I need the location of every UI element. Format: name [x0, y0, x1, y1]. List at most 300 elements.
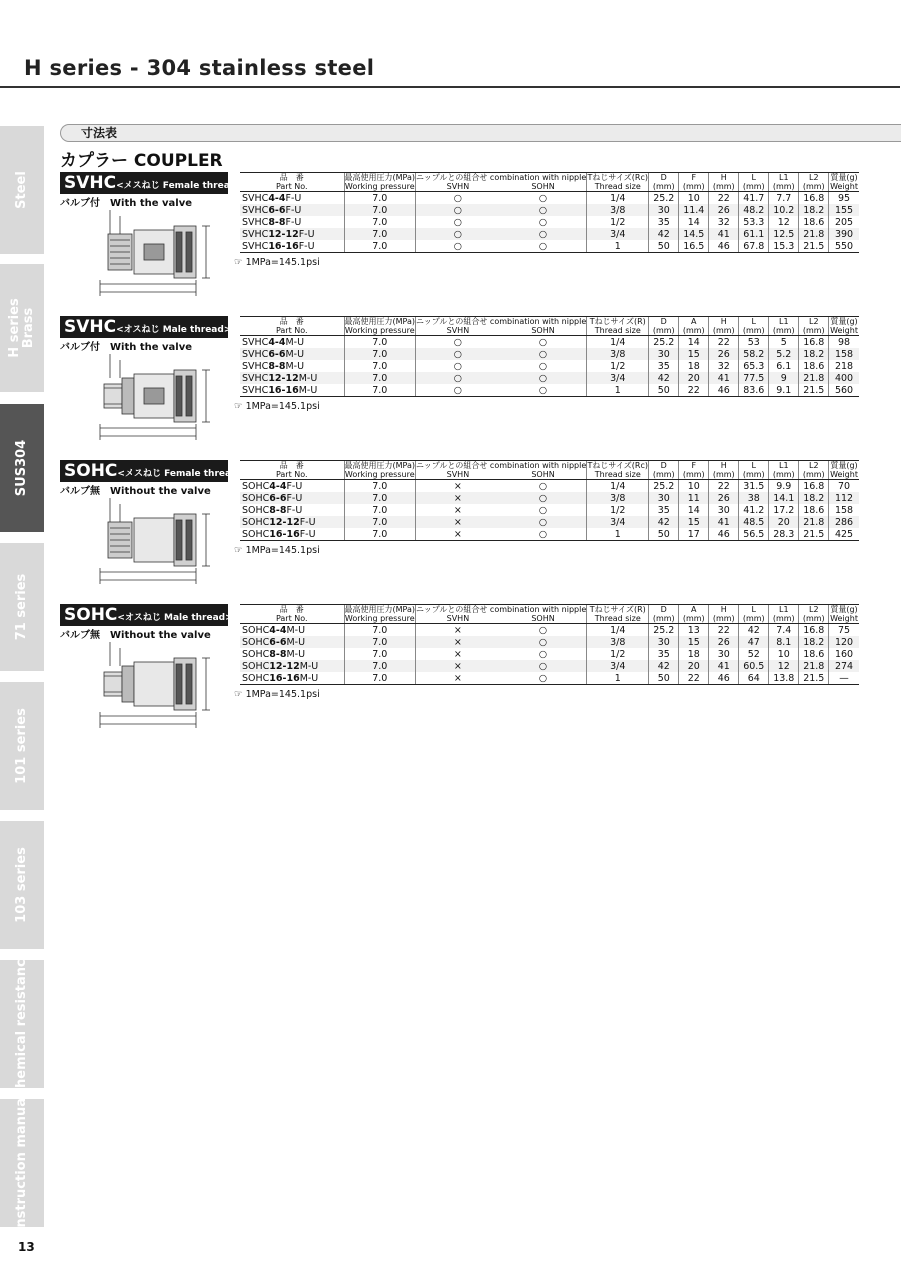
valve-jp: バルブ付 [60, 342, 100, 353]
cell-l: 53 [739, 336, 769, 349]
cell-pressure: 7.0 [344, 384, 416, 397]
col-h: H [709, 173, 739, 183]
col-l2: L2 [799, 461, 829, 471]
pn-prefix: SVHC [242, 336, 269, 348]
part-number [240, 228, 344, 240]
cell-sohn: ○ [538, 504, 548, 516]
pn-suffix: F-U [285, 204, 302, 216]
cell-h: 22 [709, 192, 739, 205]
pn-suffix: F-U [286, 504, 303, 516]
cell-svhn: ○ [416, 204, 500, 216]
cell-weight: 205 [829, 216, 859, 228]
cell-h: 22 [709, 624, 739, 637]
cell-sohn: ○ [500, 348, 587, 360]
col-part-en: Part No. [240, 326, 344, 336]
col-pressure-en: Working pressure [344, 182, 415, 191]
cell-l1: 10 [769, 648, 799, 660]
cell-weight: 218 [829, 360, 859, 372]
side-tab-line: 101 series [14, 708, 29, 784]
cell-l: 42 [739, 624, 769, 637]
cell-l2: 21.5 [799, 384, 829, 397]
cell-sohn: ○ [500, 372, 587, 384]
pn-prefix: SOHC [242, 648, 270, 660]
cell-l2: 21.8 [799, 372, 829, 384]
part-number [240, 372, 344, 384]
col-part-jp: 品 番 [240, 605, 344, 615]
pn-suffix: M-U [286, 636, 306, 648]
cell-thread: 3/4 [587, 228, 649, 240]
cell-svhn: ○ [416, 360, 500, 372]
cell-l: 56.5 [739, 528, 769, 541]
cell-h: 32 [709, 360, 739, 372]
cell-weight: 70 [829, 480, 859, 493]
valve-en: With the valve [110, 342, 192, 353]
col-unit: (mm) [799, 470, 829, 480]
cell-thread: 1/2 [587, 648, 649, 660]
cell-sohn: ○ [500, 636, 587, 648]
cell-weight: 160 [829, 648, 859, 660]
pn-suffix: M-U [285, 336, 305, 348]
cell-l2: 21.5 [799, 240, 829, 253]
side-tab-7[interactable] [0, 1093, 44, 1233]
cell-weight: 560 [829, 384, 859, 397]
col-combo: ニップルとの組合せ combination with nipple [416, 461, 587, 470]
pn-prefix: SOHC [242, 672, 270, 684]
col-weight-jp: 質量(g) [830, 605, 858, 614]
cell-weight: 286 [829, 516, 859, 528]
col-2: F [679, 173, 709, 183]
thread-type: <オスねじ Male thread> [117, 613, 233, 623]
side-tab-4[interactable] [0, 682, 44, 810]
cell-h: 30 [709, 504, 739, 516]
side-tab-line: Brass [21, 307, 36, 349]
col-sohn: SOHN [500, 614, 587, 624]
col-unit: (mm) [709, 470, 739, 480]
cell-h: 26 [709, 492, 739, 504]
cell-svhn: × [416, 492, 500, 504]
valve-en: With the valve [110, 198, 192, 209]
pn-prefix: SOHC [242, 516, 270, 528]
cell-d: 42 [649, 372, 679, 384]
pn-size: 8-8 [269, 504, 287, 516]
cell-pressure: 7.0 [344, 348, 416, 360]
pn-prefix: SOHC [242, 636, 270, 648]
part-number [240, 504, 344, 516]
section-pill-label: 寸法表 [81, 126, 118, 140]
pn-size: 16-16 [269, 672, 300, 684]
cell-thread: 1/4 [587, 624, 649, 637]
part-number [240, 516, 344, 528]
cell-pressure: 7.0 [344, 504, 416, 516]
col-sohn: SOHN [500, 470, 587, 480]
side-tab-1[interactable] [0, 264, 44, 392]
cell-thread: 3/8 [587, 492, 649, 504]
cell-pressure: 7.0 [344, 492, 416, 504]
pointer-icon: ☞ [234, 257, 243, 268]
cell-thread: 3/8 [587, 204, 649, 216]
col-combo: ニップルとの組合せ combination with nipple [416, 173, 587, 182]
pointer-icon: ☞ [234, 689, 243, 700]
cell-svhn: × [416, 648, 500, 660]
col-d: D [649, 317, 679, 327]
cell-h: 46 [709, 672, 739, 685]
side-tab-5[interactable] [0, 821, 44, 949]
table-row [240, 480, 859, 493]
spec-table [240, 172, 859, 253]
col-sohn: SOHN [500, 326, 587, 336]
side-tab-label [15, 440, 29, 496]
pn-suffix: M-U [286, 624, 306, 636]
col-svhn: SVHN [416, 326, 500, 336]
col-thread-en: Thread size [587, 614, 649, 624]
cell-sohn: ○ [500, 672, 587, 685]
col-unit: (mm) [739, 470, 769, 480]
cell-l: 31.5 [739, 480, 769, 493]
pn-suffix: F-U [286, 492, 303, 504]
section-pill [60, 124, 901, 142]
side-tab-0[interactable] [0, 126, 44, 254]
side-tab-label [15, 847, 29, 923]
cell-svhn: ○ [416, 348, 500, 360]
col-svhn: SVHN [416, 614, 500, 624]
cell-weight: — [829, 672, 859, 685]
cell-thread: 1/2 [587, 360, 649, 372]
cell-sohn: ○ [538, 192, 548, 204]
col-unit: (mm) [709, 182, 739, 192]
thread-type: <オスねじ Male thread> [116, 325, 232, 335]
pn-suffix: F-U [298, 228, 315, 240]
cell-pressure: 7.0 [344, 624, 416, 637]
col-pressure-jp: 最高使用圧力(MPa) [344, 317, 416, 326]
unit-note [234, 689, 320, 700]
table-row [240, 624, 859, 637]
coupler-drawing [90, 206, 220, 296]
col-unit: (mm) [799, 182, 829, 192]
section-heading: カプラー COUPLER [60, 151, 223, 171]
cell-sohn: ○ [538, 216, 548, 228]
cell-l2: 18.2 [799, 492, 829, 504]
cell-sohn: ○ [538, 648, 548, 660]
part-number [240, 672, 344, 685]
thread-type: <メスねじ Female thread> [117, 469, 246, 479]
cell-d: 35 [649, 648, 679, 660]
product-label [60, 172, 244, 194]
cell-svhn: × [416, 636, 500, 648]
col-pressure-jp: 最高使用圧力(MPa) [344, 461, 416, 470]
side-tab-line: Chemical resistance [14, 950, 29, 1098]
col-weight-jp: 質量(g) [830, 461, 858, 470]
cell-l1: 8.1 [769, 636, 799, 648]
cell-thread: 3/4 [587, 372, 649, 384]
cell-pressure: 7.0 [344, 636, 416, 648]
col-unit: (mm) [799, 614, 829, 624]
pn-prefix: SOHC [242, 528, 270, 540]
valve-jp: バルブ付 [60, 198, 100, 209]
cell-l2: 18.6 [799, 360, 829, 372]
cell-weight: 98 [829, 336, 859, 349]
table-row [240, 384, 859, 397]
col-combo: ニップルとの組合せ combination with nipple [416, 605, 587, 614]
cell-l2: 18.6 [799, 648, 829, 660]
product-label [60, 316, 232, 338]
col-unit: (mm) [739, 326, 769, 336]
cell-thread: 1 [587, 672, 649, 685]
col-pressure-en: Working pressure [344, 470, 415, 479]
cell-h: 26 [709, 204, 739, 216]
col-2: A [679, 317, 709, 327]
col-weight-jp: 質量(g) [830, 173, 858, 182]
pn-size: 4-4 [269, 480, 287, 492]
col-part-jp: 品 番 [240, 173, 344, 183]
table-row [240, 672, 859, 685]
valve-jp: バルブ無 [60, 630, 100, 641]
part-number [240, 204, 344, 216]
col-pressure-en: Working pressure [344, 326, 415, 335]
cell-l: 38 [739, 492, 769, 504]
cell-l1: 7.7 [769, 192, 799, 205]
col-l1: L1 [769, 173, 799, 183]
part-number [240, 192, 344, 205]
pn-prefix: SVHC [242, 204, 269, 216]
cell-col2: 10 [679, 480, 709, 493]
coupler-drawing [90, 350, 220, 440]
cell-svhn: ○ [416, 240, 500, 253]
cell-d: 42 [649, 228, 679, 240]
table-row [240, 372, 859, 384]
table-row [240, 204, 859, 216]
pn-suffix: M-U [299, 672, 319, 684]
cell-l: 48.5 [739, 516, 769, 528]
product-code: SVHC [64, 173, 117, 193]
cell-sohn: ○ [500, 204, 587, 216]
col-unit: (mm) [769, 326, 799, 336]
cell-thread: 3/8 [587, 348, 649, 360]
pn-size: 6-6 [269, 636, 287, 648]
cell-pressure: 7.0 [344, 228, 416, 240]
cell-l1: 9.1 [769, 384, 799, 397]
cell-col2: 14 [679, 216, 709, 228]
cell-weight: 158 [829, 348, 859, 360]
cell-h: 41 [709, 372, 739, 384]
part-number [240, 480, 344, 493]
col-l1: L1 [769, 605, 799, 615]
pn-prefix: SOHC [242, 504, 270, 516]
col-svhn: SVHN [416, 470, 500, 480]
unit-note-text: 1MPa=145.1psi [245, 257, 320, 268]
table-row [240, 636, 859, 648]
part-number [240, 360, 344, 372]
cell-l1: 20 [769, 516, 799, 528]
col-thread-jp: Tねじサイズ(Rc) [587, 173, 648, 182]
part-number [240, 348, 344, 360]
cell-l1: 9 [769, 372, 799, 384]
cell-thread: 1/4 [587, 336, 649, 349]
table-row [240, 216, 859, 228]
table-row [240, 516, 859, 528]
cell-svhn: × [416, 660, 500, 672]
col-thread-jp: Tねじサイズ(R) [587, 605, 649, 615]
col-thread-en: Thread size [587, 470, 649, 480]
cell-l: 77.5 [739, 372, 769, 384]
col-l2: L2 [799, 605, 829, 615]
side-tab-label [15, 708, 29, 784]
col-unit: (mm) [709, 614, 739, 624]
cell-d: 30 [649, 492, 679, 504]
pn-size: 16-16 [268, 240, 299, 252]
pn-suffix: M-U [298, 372, 318, 384]
pn-prefix: SVHC [242, 240, 269, 252]
cell-d: 35 [649, 360, 679, 372]
cell-svhn: × [416, 624, 500, 637]
cell-l: 52 [739, 648, 769, 660]
cell-l2: 18.2 [799, 204, 829, 216]
cell-col2: 11 [679, 492, 709, 504]
col-unit: (mm) [679, 614, 709, 624]
side-tab-6[interactable] [0, 950, 44, 1098]
side-tab-3[interactable] [0, 543, 44, 671]
cell-pressure: 7.0 [344, 516, 416, 528]
cell-thread: 1/2 [587, 504, 649, 516]
table-row [240, 648, 859, 660]
cell-d: 50 [649, 240, 679, 253]
cell-col2: 18 [679, 360, 709, 372]
cell-d: 30 [649, 204, 679, 216]
pn-prefix: SVHC [242, 372, 269, 384]
col-thread-en: Thread size [587, 326, 649, 336]
cell-l1: 6.1 [769, 360, 799, 372]
col-weight-en: Weight [830, 470, 858, 479]
col-svhn: SVHN [416, 182, 500, 192]
cell-d: 30 [649, 348, 679, 360]
cell-h: 22 [709, 336, 739, 349]
cell-pressure: 7.0 [344, 660, 416, 672]
part-number [240, 384, 344, 397]
side-tab-label [15, 574, 29, 641]
part-number [240, 528, 344, 541]
col-thread-en: Thread size [587, 182, 649, 192]
cell-l1: 12 [769, 660, 799, 672]
pointer-icon: ☞ [234, 401, 243, 412]
col-pressure-en: Working pressure [344, 614, 415, 623]
spec-table [240, 460, 859, 541]
coupler-drawing [90, 638, 220, 728]
cell-col2: 14.5 [679, 228, 709, 240]
cell-weight: 390 [829, 228, 859, 240]
cell-l: 61.1 [739, 228, 769, 240]
thread-type: <メスねじ Female thread> [116, 181, 244, 191]
cell-l1: 14.1 [769, 492, 799, 504]
col-part-en: Part No. [240, 470, 344, 480]
cell-l2: 21.8 [799, 660, 829, 672]
table-row [240, 336, 859, 349]
cell-weight: 550 [829, 240, 859, 253]
col-thread-jp: Tねじサイズ(Rc) [587, 461, 648, 470]
product-code: SOHC [64, 461, 118, 481]
side-tab-label [8, 298, 36, 357]
side-tab-line: 71 series [14, 573, 29, 641]
col-unit: (mm) [679, 182, 709, 192]
pn-size: 8-8 [269, 648, 287, 660]
cell-svhn: ○ [416, 228, 500, 240]
side-tab-line: SUS304 [14, 439, 29, 497]
pn-prefix: SVHC [242, 216, 269, 228]
page-number: 13 [18, 1240, 35, 1254]
cell-thread: 3/8 [587, 636, 649, 648]
col-l: L [739, 461, 769, 471]
cell-sohn: ○ [500, 240, 587, 253]
cell-h: 46 [709, 384, 739, 397]
cell-h: 32 [709, 216, 739, 228]
cell-svhn: ○ [416, 192, 500, 205]
cell-d: 25.2 [649, 192, 679, 205]
col-l2: L2 [799, 317, 829, 327]
part-number [240, 216, 344, 228]
cell-sohn: ○ [538, 360, 548, 372]
cell-l1: 5.2 [769, 348, 799, 360]
pn-size: 4-4 [268, 192, 286, 204]
side-tab-2[interactable] [0, 404, 44, 532]
cell-thread: 1/2 [587, 216, 649, 228]
side-tab-line: 103 series [14, 847, 29, 923]
cell-l2: 18.6 [799, 216, 829, 228]
cell-sohn: ○ [538, 336, 548, 348]
cell-l1: 28.3 [769, 528, 799, 541]
pn-size: 12-12 [269, 660, 300, 672]
cell-l: 47 [739, 636, 769, 648]
cell-weight: 425 [829, 528, 859, 541]
unit-note-text: 1MPa=145.1psi [245, 545, 320, 556]
col-unit: (mm) [709, 326, 739, 336]
cell-thread: 1/4 [587, 192, 649, 205]
pn-prefix: SVHC [242, 348, 269, 360]
cell-pressure: 7.0 [344, 480, 416, 493]
cell-l2: 21.8 [799, 228, 829, 240]
cell-col2: 17 [679, 528, 709, 541]
table-row [240, 660, 859, 672]
side-tab-line: H series [7, 298, 22, 358]
cell-l1: 7.4 [769, 624, 799, 637]
cell-sohn: ○ [538, 480, 548, 492]
col-h: H [709, 317, 739, 327]
part-number [240, 636, 344, 648]
cell-thread: 1 [587, 240, 649, 253]
cell-weight: 274 [829, 660, 859, 672]
cell-l2: 21.8 [799, 516, 829, 528]
part-number [240, 660, 344, 672]
unit-note [234, 401, 320, 412]
col-pressure-jp: 最高使用圧力(MPa) [344, 605, 416, 614]
product-label [60, 460, 246, 482]
col-unit: (mm) [649, 326, 679, 336]
pn-prefix: SOHC [242, 624, 270, 636]
cell-l2: 16.8 [799, 480, 829, 493]
cell-svhn: × [416, 504, 500, 516]
pn-size: 8-8 [268, 360, 286, 372]
pn-size: 12-12 [269, 516, 300, 528]
col-d: D [649, 461, 679, 471]
pointer-icon: ☞ [234, 545, 243, 556]
cell-d: 25.2 [649, 336, 679, 349]
pn-size: 6-6 [269, 492, 287, 504]
pn-suffix: F-U [299, 516, 316, 528]
col-l2: L2 [799, 173, 829, 183]
pn-suffix: F-U [285, 192, 302, 204]
col-unit: (mm) [679, 470, 709, 480]
cell-weight: 120 [829, 636, 859, 648]
cell-h: 46 [709, 240, 739, 253]
cell-l1: 17.2 [769, 504, 799, 516]
cell-l1: 5 [769, 336, 799, 349]
